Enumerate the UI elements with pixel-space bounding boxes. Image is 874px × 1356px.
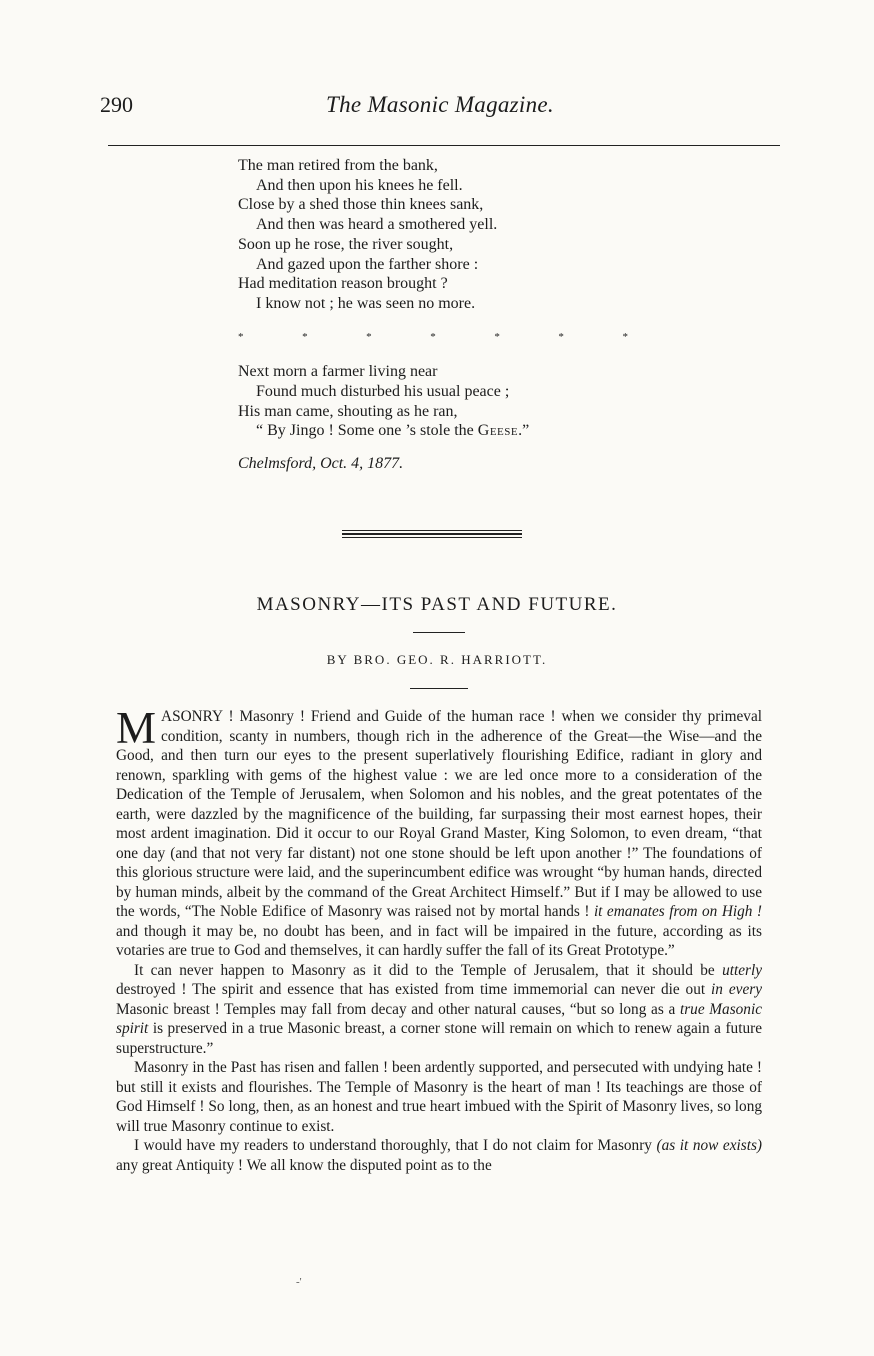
asterism (238, 328, 628, 348)
star: * (302, 330, 308, 343)
paragraph: Masonry in the Past has risen and fallen ! been ardently supported, and persecuted with undying hate ! but still it exists and flourishes. The Temple of Masonry is the heart of man ! Its teachings are those of God Himself ! So long, then, as an honest and true heart imbued with the Spirit of Masonry lives, so long will true Masonry continue to exist. (116, 1059, 762, 1135)
poem-line: The man retired from the bank, (238, 157, 438, 174)
poem-line: Had meditation reason brought ? (238, 275, 448, 293)
section-divider (342, 530, 522, 539)
poem-line: And gazed upon the farther shore : (256, 255, 479, 273)
poem-line: Found much disturbed his usual peace ; (256, 383, 510, 401)
title-rule (413, 632, 465, 633)
paragraph-text: Masonic breast ! Temples may fall from decay and other natural causes, “but so long as a (116, 1000, 680, 1018)
italic-phrase: (as it now exists) (656, 1137, 762, 1154)
paragraph-text: is preserved in a true Masonic breast, a corner stone will remain on which to renew again a future superstructure.” (116, 1020, 762, 1057)
star: * (558, 330, 564, 343)
poem (238, 156, 628, 474)
paragraph-text: any great Antiquity ! We all know the disputed point as to the (116, 1156, 492, 1174)
poem-line: His man came, shouting as he ran, (238, 402, 458, 420)
article-byline: BY BRO. GEO. R. HARRIOTT. (326, 652, 548, 667)
paragraph-text: I would have my readers to understand thoroughly, that I do not claim for Masonry (134, 1137, 657, 1154)
star: * (622, 330, 628, 343)
running-title: The Masonic Magazine. (326, 92, 554, 117)
italic-phrase: utterly (722, 961, 762, 979)
poem-dateline: Chelmsford, Oct. 4, 1877. (238, 455, 404, 473)
italic-phrase: true Masonic spirit (116, 1000, 762, 1037)
printer-mark: -' (296, 1276, 302, 1288)
paragraph-text: ASONRY ! Masonry ! Friend and Guide of the human race ! when we consider thy primeval condition, scanty in numbers, though rich in the adherence of the Great—the Wise—and the Good, and then turn our eyes to the present superlatively flourishing Edifice, radiant in glory and renown, sparkling with gems of the highest value : we are led once more to a consideration of the Dedication of the Temple of Jerusalem, when Solomon and his nobles, and the great potentates of the earth, were dazzled by the magnificence of the building, far surpassing their most earnest hopes, their most ardent imagination. Did it occur to our Royal Grand Master, King Solomon, to even dream, “that one day (and that not very far distant) not one stone should be left upon another !” The foundations of this glorious structure were laid, and the superincumbent edifice was wrought “by human hands, directed by human minds, albeit by the command of the Great Architect Himself.” But if I may be allowed to use the words, “The Noble Edifice of Masonry was raised not by mortal hands ! (116, 708, 762, 920)
paragraph (116, 703, 762, 961)
poem-line: And then upon his knees he fell. (256, 176, 463, 194)
page-header (100, 92, 780, 132)
star: * (238, 330, 244, 343)
page-number: 290 (100, 92, 133, 117)
poem-line: Close by a shed those thin knees sank, (238, 196, 484, 214)
star: * (430, 330, 436, 343)
article-body (116, 703, 762, 1175)
poem-line-text: “ By Jingo ! Some one ’s stole the (256, 422, 478, 440)
drop-cap: M (116, 703, 157, 753)
paragraph-text: It can never happen to Masonry as it did to the Temple of Jerusalem, that it should be (134, 961, 723, 979)
paragraph (116, 961, 762, 1059)
small-caps-word: Geese (477, 422, 519, 440)
poem-line: I know not ; he was seen no more. (256, 294, 476, 312)
poem-line (238, 421, 628, 441)
star: * (494, 330, 500, 343)
italic-phrase: it emanates from on High ! (593, 903, 762, 920)
paragraph-text: destroyed ! The spirit and essence that has existed from time immemorial can never die out (116, 981, 712, 998)
paragraph-text: and though it may be, no doubt has been, and in fact will be impaired in the future, according as its votaries are true to God and themselves, it can hardly suffer the fall of its Great Prototype.” (116, 922, 762, 959)
poem-line-end: .” (518, 422, 530, 440)
article-title: MASONRY—ITS PAST AND FUTURE. (256, 594, 618, 615)
italic-phrase: in every (711, 981, 762, 998)
poem-line: And then was heard a smothered yell. (256, 216, 498, 234)
paragraph (116, 1136, 762, 1175)
byline-rule (410, 688, 468, 689)
poem-line: Soon up he rose, the river sought, (238, 235, 454, 253)
header-rule (108, 145, 780, 146)
star: * (366, 330, 372, 343)
poem-line: Next morn a farmer living near (238, 363, 438, 381)
